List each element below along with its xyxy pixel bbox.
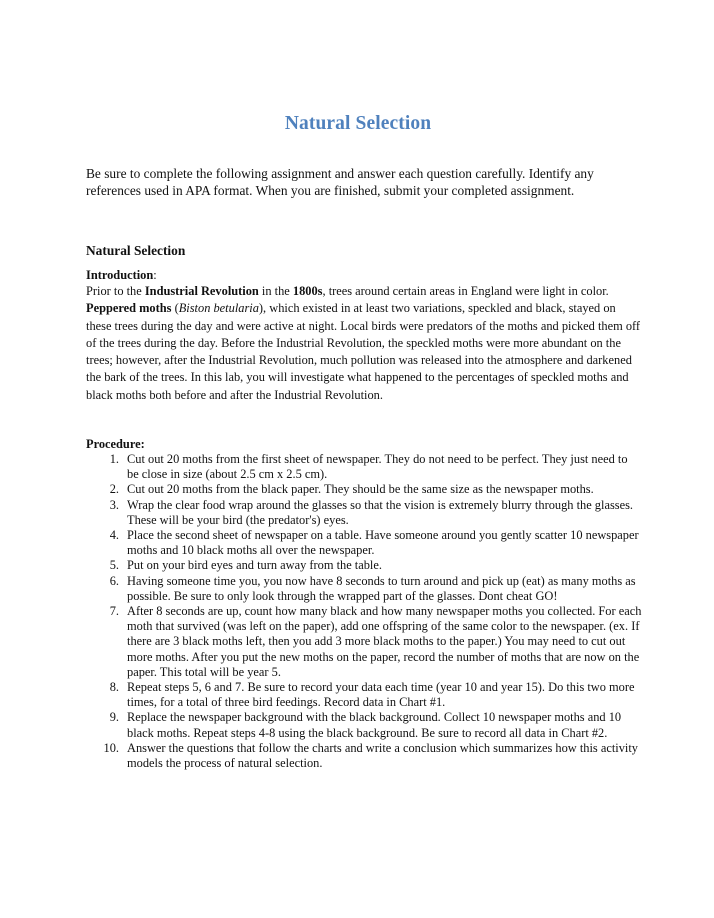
list-item: 1. Cut out 20 moths from the first sheet of newspaper. They do not need to be perfect. They just need to be close in size (about 2.5 cm x 2.5 cm). [109,452,628,482]
section-heading: Natural Selection [86,243,186,258]
list-item: 8. Repeat steps 5, 6 and 7. Be sure to record your data each time (year 10 and year 15). Do this two more times, for a total of three bird feedings. Record data in Chart #1. [109,680,635,710]
list-item: 7. After 8 seconds are up, count how many black and how many newspaper moths you collected. For each moth that survived (was left on the paper), add one offspring of the same color to the newspaper. (ex. If there are 3 black moths left, then you add 3 more black moths to the paper.) You may need to cut out more moths. After you put the new moths on the paper, record the number of moths that are now on the paper. This total will be year 5. [109,604,642,679]
list-item: 3. Wrap the clear food wrap around the glasses so that the vision is extremely blurry through the glasses. These will be your bird (the predator's) eyes. [109,497,634,527]
instructions-paragraph: Be sure to complete the following assignment and answer each question carefully. Identify any references used in APA format. When you are finished, submit your completed assignment. [86,166,594,198]
list-item: 9. Replace the newspaper background with the black background. Collect 10 newspaper moths and 10 black moths. Repeat steps 4-8 using the black background. Be sure to record all data in Chart #2. [109,710,622,740]
list-item: 4. Place the second sheet of newspaper on a table. Have someone around you gently scatter 10 newspaper moths and 10 black moths all over the newspaper. [109,528,639,558]
term-industrial-revolution: Industrial Revolution [144,284,259,298]
procedure-label: Procedure: [86,437,145,451]
term-1800s: 1800s [292,284,323,298]
term-peppered-moths: Peppered moths [86,301,172,316]
list-item: 5. Put on your bird eyes and turn away from the table. [109,558,382,573]
list-item: 6. Having someone time you, you now have 8 seconds to turn around and pick up (eat) as many moths as possible. Be sure to only look through the wrapped part of the glasses. Dont cheat GO! [109,573,636,603]
list-item: 10. Answer the questions that follow the charts and write a conclusion which summarizes how this activity models the process of natural selection. [103,740,638,771]
introduction-label: Introduction: [86,268,157,282]
page-title: Natural Selection [284,113,432,134]
introduction-paragraph: Prior to the Industrial Revolution in the 1800s, trees around certain areas in England were light in color. Peppered moths (Biston betularia), which existed in at least two variations, speckled and black, stayed on these trees during the day and were active at night. Local birds were predators of the moths and picked them off of the trees during the day. Before the Industrial Revolution, the speckled moths were more abundant on the trees; however, after the Industrial Revolution, much pollution was released into the atmosphere and darkened the bark of the trees. In this lab, you will investigate what happened to the percentages of speckled moths and black moths both before and after the Industrial Revolution. [86,284,641,402]
procedure-steps-list [86,452,642,771]
list-item: 2. Cut out 20 moths from the black paper. They should be the same size as the newspaper moths. [109,482,594,497]
term-biston-betularia: Biston betularia [178,301,259,316]
